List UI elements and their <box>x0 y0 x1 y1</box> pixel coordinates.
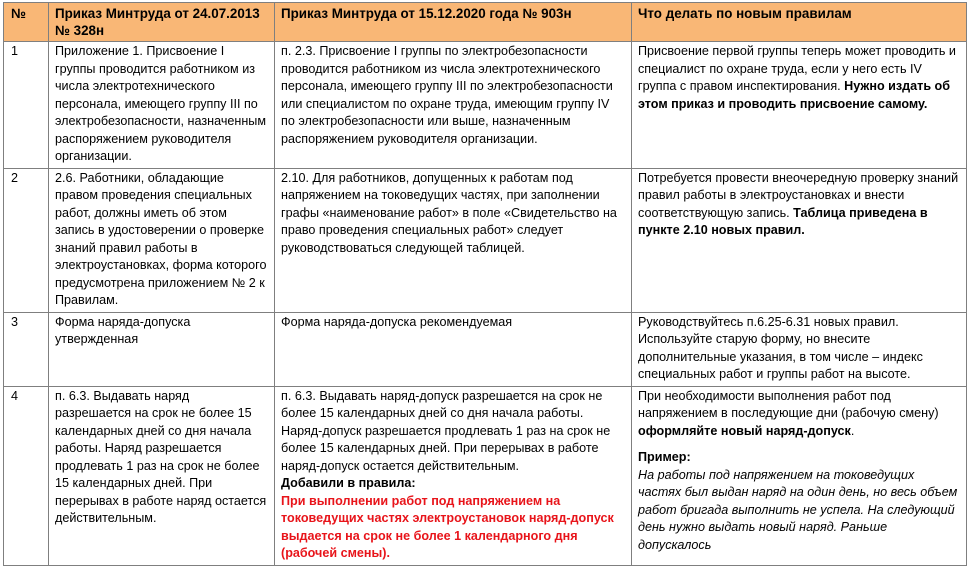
table-row <box>4 168 967 312</box>
header-row <box>4 3 967 42</box>
todo-cell <box>632 42 967 169</box>
todo-text: Потребуется провести внеочередную проверку знаний правил работы в электроустановках и внести соответствующую запись. <box>638 170 959 220</box>
spacer <box>638 440 960 449</box>
new-rule-cell <box>275 386 632 565</box>
header-new-order: Приказ Минтруда от 15.12.2020 года № 903н <box>275 3 632 42</box>
added-rule-text: При выполнении работ под напряжением на токоведущих частях электроустановок наряд-допуск выдается на срок не более 1 календарного дня (рабочей смены). <box>281 493 614 560</box>
old-rule-cell: п. 6.3. Выдавать наряд разрешается на срок не более 15 календарных дней со дня начала работы. Наряд разрешается продлевать 1 раз на срок не более 15 календарных дней. При перерывах в работе наряд остается действительным. <box>49 386 275 565</box>
header-old-order: Приказ Минтруда от 24.07.2013 № 328н <box>49 3 275 42</box>
todo-cell <box>632 386 967 565</box>
todo-emphasis: Нужно издать об этом приказ и проводить присвоение самому. <box>638 79 951 111</box>
header-what-to-do: Что делать по новым правилам <box>632 3 967 42</box>
new-rule-text: п. 6.3. Выдавать наряд-допуск разрешается на срок не более 15 календарных дней со дня начала работы. Наряд-допуск разрешается продлевать 1 раз на срок не более 15 календарных дней. При перерывах в работе наряд-допуск остается действительным. <box>281 388 611 473</box>
old-rule-cell: Форма наряда-допуска утвержденная <box>49 312 275 386</box>
table-row <box>4 312 967 386</box>
added-label: Добавили в правила: <box>281 476 416 490</box>
todo-emphasis: оформляйте новый наряд-допуск <box>638 423 851 438</box>
todo-text: Присвоение первой группы теперь может проводить и специалист по охране труда, если у него есть IV группа с правом инспектирования. <box>638 44 956 93</box>
old-rule-cell: 2.6. Работники, обладающие правом проведения специальных работ, должны иметь об этом запись в удостоверении о проверке знаний правил работы в электроустановках, форма которого предусмотрена приложением № 2 к Правилам. <box>49 168 275 312</box>
row-number: 3 <box>4 312 49 386</box>
example-text: На работы под напряжением на токоведущих частях был выдан наряд на один день, но весь объем работ бригада выполнить не успела. На следующий день нужно выдать новый наряд. Раньше допускалось <box>638 467 958 552</box>
comparison-table <box>3 2 967 566</box>
todo-text: При необходимости выполнения работ под напряжением в последующие дни (рабочую смену) <box>638 388 939 420</box>
todo-cell: Руководствуйтесь п.6.25-6.31 новых правил. Используйте старую форму, но внесите дополнительные указания, в том числе – индекс специальных работ и группы работ на высоте. <box>632 312 967 386</box>
table-row <box>4 42 967 169</box>
todo-paragraph <box>638 388 960 441</box>
header-num: № <box>4 3 49 42</box>
todo-cell <box>632 168 967 312</box>
todo-tail: . <box>850 423 855 438</box>
new-rule-cell: 2.10. Для работников, допущенных к работам под напряжением на токоведущих частях, при заполнении графы «наименование работ» в поле «Свидетельство на право проведения специальных работ» следует руководствоваться следующей таблицей. <box>275 168 632 312</box>
row-number: 2 <box>4 168 49 312</box>
new-rule-cell: Форма наряда-допуска рекомендуемая <box>275 312 632 386</box>
todo-emphasis: Таблица приведена в пункте 2.10 новых правил. <box>638 205 928 237</box>
table-row <box>4 386 967 565</box>
row-number: 4 <box>4 386 49 565</box>
old-rule-cell: Приложение 1. Присвоение I группы проводится работником из числа электротехнического персонала, имеющего группу III по электробезопасности, назначенным распоряжением руководителя организации. <box>49 42 275 169</box>
row-number: 1 <box>4 42 49 169</box>
new-rule-cell: п. 2.3. Присвоение I группы по электробезопасности проводится работником из числа электротехнического персонала, имеющего группу III по электробезопасности или специалистом по охране труда, имеющим группу IV по электробезопасности или выше, назначенным распоряжением руководителя организации. <box>275 42 632 169</box>
example-label: Пример: <box>638 450 691 464</box>
